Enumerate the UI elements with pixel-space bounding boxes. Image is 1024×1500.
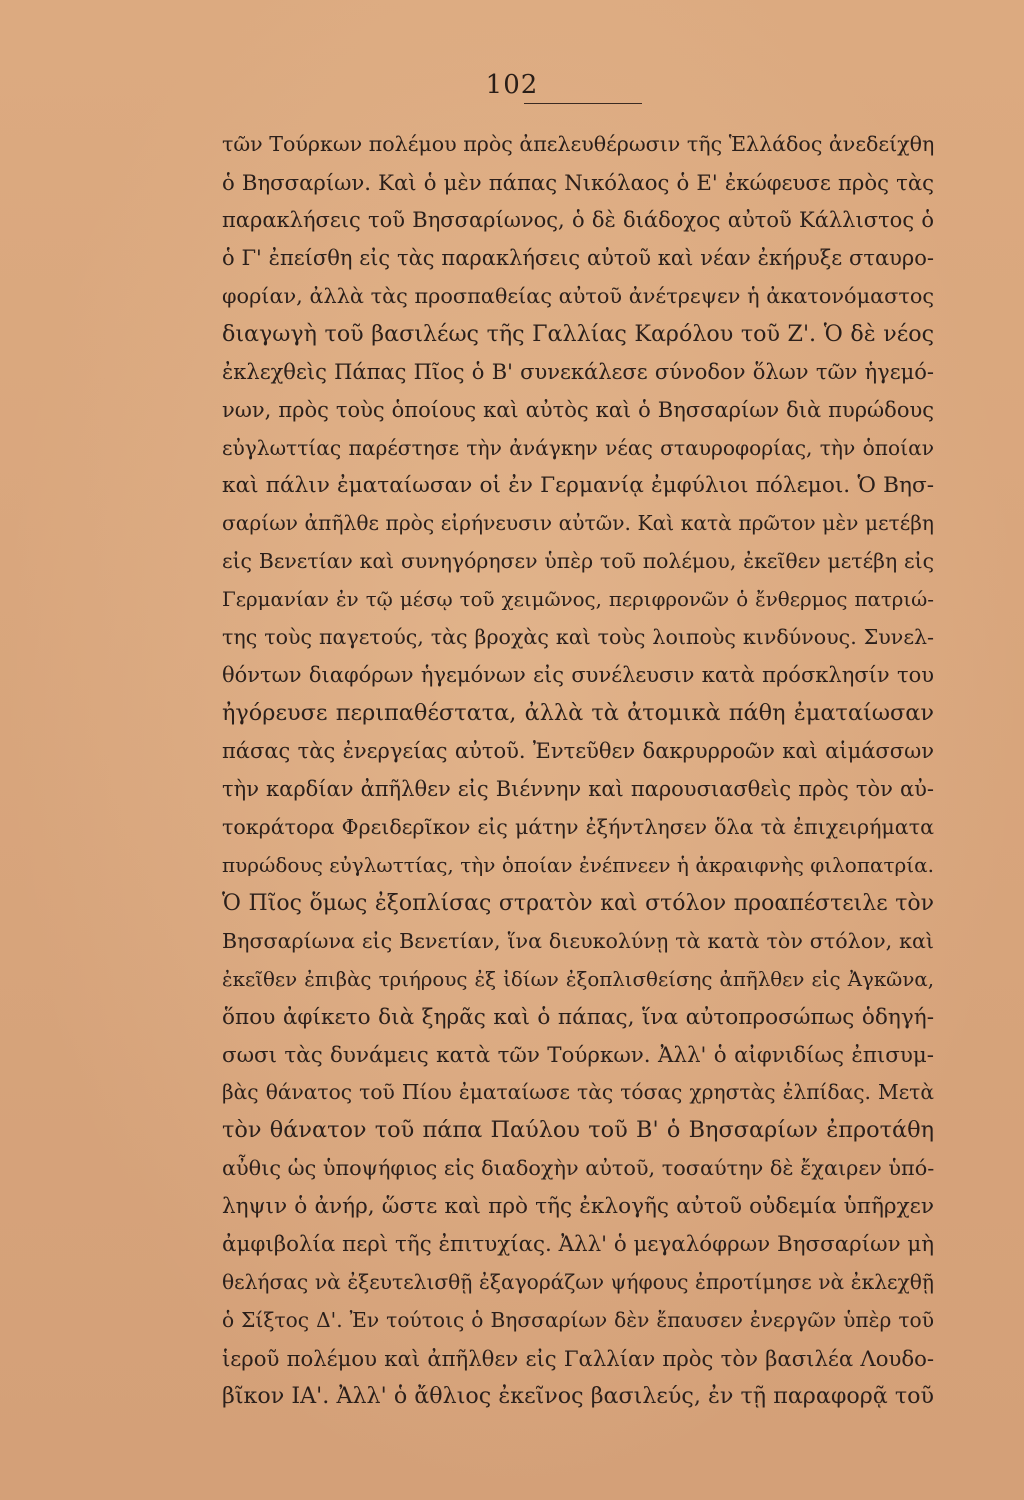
text-line: νων, πρὸς τοὺς ὁποίους καὶ αὐτὸς καὶ ὁ Βησσαρίων διὰ πυρώδους [222,397,934,422]
text-line: ὁ Σίξτος Δ'. Ἐν τούτοις ὁ Βησσαρίων δὲν ἔπαυσεν ἐνεργῶν ὑπὲρ τοῦ [222,1308,934,1333]
text-line: βὰς θάνατος τοῦ Πίου ἐματαίωσε τὰς τόσας χρηστὰς ἐλπίδας. Μετὰ [222,1080,934,1105]
text-line: τῶν Τούρκων πολέμου πρὸς ἀπελευθέρωσιν τῆς Ἑλλάδος ἀνεδείχθη [222,132,935,156]
text-line: ἀμφιβολία περὶ τῆς ἐπιτυχίας. Ἀλλ' ὁ μεγαλόφρων Βησσαρίων μὴ [222,1232,935,1258]
text-line: ὁ Βησσαρίων. Καὶ ὁ μὲν πάπας Νικόλαος ὁ Ε' ἐκώφευσε πρὸς τὰς [222,169,934,195]
text-line: ὅπου ἀφίκετο διὰ ξηρᾶς καὶ ὁ πάπας, ἵνα αὐτοπροσώπως ὁδηγή- [222,1004,934,1030]
text-line: ὁ Γ' ἐπείσθη εἰς τὰς παρακλήσεις αὐτοῦ καὶ νέαν ἐκήρυξε σταυρο- [222,245,934,270]
text-line: πυρώδους εὐγλωττίας, τὴν ὁποίαν ἐνέπνεεν ἡ ἀκραιφνὴς φιλοπατρία. [222,852,934,877]
text-line: εὐγλωττίας παρέστησε τὴν ἀνάγκην νέας σταυροφορίας, τὴν ὁποίαν [222,435,934,460]
text-line: ἐκεῖθεν ἐπιβὰς τριήρους ἐξ ἰδίων ἐξοπλισθείσης ἀπῆλθεν εἰς Ἀγκῶνα, [222,967,934,991]
text-line: ἐκλεχθεὶς Πάπας Πῖος ὁ Β' συνεκάλεσε σύνοδον ὅλων τῶν ἡγεμό- [222,359,934,384]
text-line: ἠγόρευσε περιπαθέστατα, ἀλλὰ τὰ ἀτομικὰ πάθη ἐματαίωσαν [222,700,934,727]
header-rule [524,103,642,104]
text-line: φορίαν, ἀλλὰ τὰς προσπαθείας αὐτοῦ ἀνέτρεψεν ἡ ἀκατονόμαστος [222,283,934,308]
text-line: Βησσαρίωνα εἰς Βενετίαν, ἵνα διευκολύνῃ τὰ κατὰ τὸν στόλον, καὶ [222,928,934,953]
text-line: τὴν καρδίαν ἀπῆλθεν εἰς Βιέννην καὶ παρουσιασθεὶς πρὸς τὸν αὐ- [222,776,934,801]
text-line: παρακλήσεις τοῦ Βησσαρίωνος, ὁ δὲ διάδοχος αὐτοῦ Κάλλιστος ὁ [222,207,934,232]
text-line: της τοὺς παγετούς, τὰς βροχὰς καὶ τοὺς λοιποὺς κινδύνους. Συνελ- [222,625,934,650]
text-line: διαγωγὴ τοῦ βασιλέως τῆς Γαλλίας Καρόλου τοῦ Ζ'. Ὁ δὲ νέος [222,320,934,347]
text-line: σαρίων ἀπῆλθε πρὸς εἰρήνευσιν αὐτῶν. Καὶ κατὰ πρῶτον μὲν μετέβη [222,511,934,536]
text-line: θόντων διαφόρων ἡγεμόνων εἰς συνέλευσιν κατὰ πρόσκλησίν του [222,663,934,688]
text-line: σωσι τὰς δυνάμεις κατὰ τῶν Τούρκων. Ἀλλ' ὁ αἰφνιδίως ἐπισυμ- [222,1042,934,1068]
text-line: Ὁ Πῖος ὅμως ἐξοπλίσας στρατὸν καὶ στόλον προαπέστειλε τὸν [222,890,934,916]
text-line: πάσας τὰς ἐνεργείας αὐτοῦ. Ἐντεῦθεν δακρυρροῶν καὶ αἱμάσσων [222,739,934,763]
text-line: αὖθις ὡς ὑποψήφιος εἰς διαδοχὴν αὐτοῦ, τοσαύτην δὲ ἔχαιρεν ὑπό- [222,1156,935,1181]
text-line: τὸν θάνατον τοῦ πάπα Παύλου τοῦ Β' ὁ Βησσαρίων ἐπροτάθη [222,1117,934,1144]
page-number: 102 [485,70,539,100]
text-line: ἱεροῦ πολέμου καὶ ἀπῆλθεν εἰς Γαλλίαν πρὸς τὸν βασιλέα Λουδο- [222,1346,934,1371]
text-line: τοκράτορα Φρειδερῖκον εἰς μάτην ἐξήντλησεν ὅλα τὰ ἐπιχειρήματα [222,814,934,839]
text-line: ληψιν ὁ ἀνήρ, ὥστε καὶ πρὸ τῆς ἐκλογῆς αὐτοῦ οὐδεμία ὑπῆρχεν [222,1194,934,1220]
text-line: καὶ πάλιν ἐματαίωσαν οἱ ἐν Γερμανίᾳ ἐμφύλιοι πόλεμοι. Ὁ Βησ- [222,473,934,499]
text-line: βῖκον ΙΑ'. Ἀλλ' ὁ ἄθλιος ἐκεῖνος βασιλεύς, ἐν τῇ παραφορᾷ τοῦ [222,1382,934,1409]
text-line: εἰς Βενετίαν καὶ συνηγόρησεν ὑπὲρ τοῦ πολέμου, ἐκεῖθεν μετέβη εἰς [222,549,934,574]
text-line: Γερμανίαν ἐν τῷ μέσῳ τοῦ χειμῶνος, περιφρονῶν ὁ ἔνθερμος πατριώ- [222,588,934,612]
text-line: θελήσας νὰ ἐξευτελισθῇ ἐξαγοράζων ψήφους ἐπροτίμησε νὰ ἐκλεχθῇ [222,1270,934,1295]
body-text [222,126,934,1416]
